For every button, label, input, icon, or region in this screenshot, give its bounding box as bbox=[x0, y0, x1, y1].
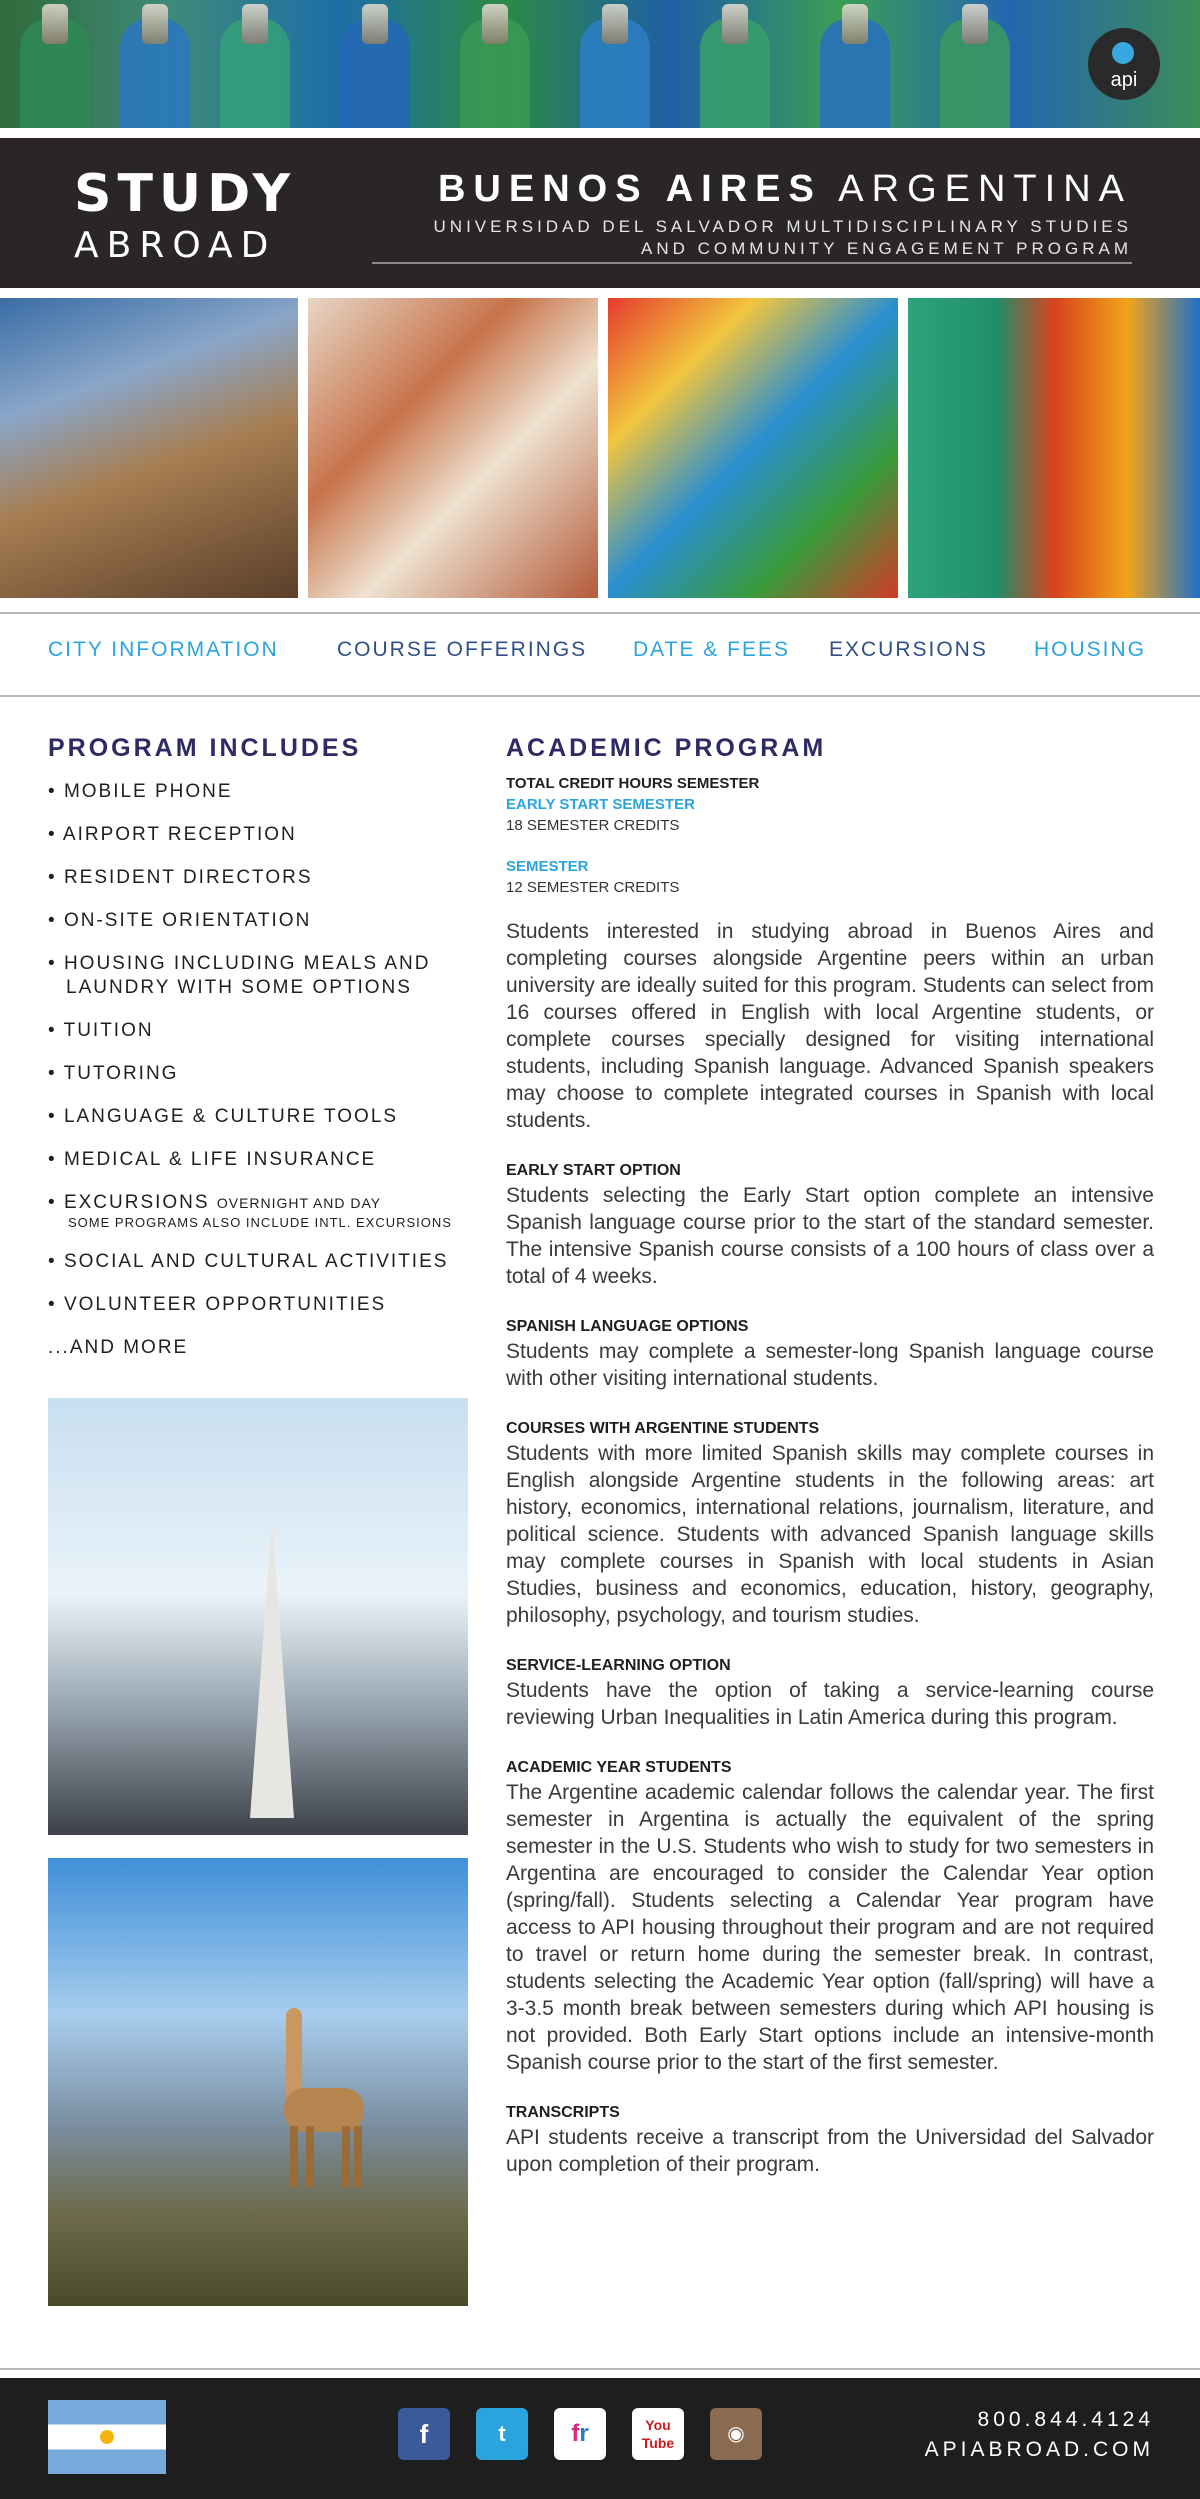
section-text: The Argentine academic calendar follows the calendar year. The first semester in Argentina is actually the equivalent of the spring semester in the U.S. Students who wish to study for two semesters in Argentina are encouraged to consider the Calendar Year option (spring/fall). Students selecting a Calendar Year program have access to API housing throughout their program and are not required to travel or return home during the semester break. In contrast, students selecting the Academic Year option (fall/spring) will have a 3-3.5 month break between semesters during which API housing is not provided. Both Early Start options include an intensive-month Spanish course prior to the start of the first semester. bbox=[506, 1781, 1154, 2074]
section-title: EARLY START OPTION bbox=[506, 1162, 681, 1179]
nav-divider-bottom bbox=[0, 695, 1200, 697]
bottle-image bbox=[940, 18, 1010, 128]
program-includes-list bbox=[48, 780, 478, 1379]
list-item: ...AND MORE bbox=[48, 1337, 189, 1358]
section-title: COURSES WITH ARGENTINE STUDENTS bbox=[506, 1420, 820, 1437]
list-item: • MEDICAL & LIFE INSURANCE bbox=[48, 1149, 377, 1170]
academic-program-heading: ACADEMIC PROGRAM bbox=[506, 734, 827, 762]
intro-paragraph: Students interested in studying abroad in Buenos Aires and completing courses alongside Argentine peers within an urban university are ideally suited for this program. Students can select from 16 courses offered in English with local Argentine students, or complete courses specially designed for visiting international students, including Spanish language. Advanced Spanish speakers may choose to complete integrated courses in Spanish with local students. bbox=[506, 920, 1154, 1132]
bottle-image bbox=[820, 18, 890, 128]
bottle-image bbox=[340, 18, 410, 128]
nav-excursions[interactable]: EXCURSIONS bbox=[829, 638, 988, 661]
semester-label: SEMESTER bbox=[506, 858, 589, 875]
early-start-credits: 18 SEMESTER CREDITS bbox=[506, 817, 680, 834]
instagram-icon[interactable]: ◉ bbox=[710, 2408, 762, 2460]
mate-gourd-photo bbox=[308, 298, 598, 598]
program-includes-heading: PROGRAM INCLUDES bbox=[48, 734, 362, 762]
facebook-icon[interactable]: f bbox=[398, 2408, 450, 2460]
list-item: • VOLUNTEER OPPORTUNITIES bbox=[48, 1294, 387, 1315]
guanaco-figure bbox=[274, 1998, 364, 2198]
academic-program-section bbox=[506, 734, 1154, 2178]
list-item: • TUTORING bbox=[48, 1063, 179, 1084]
phone-number[interactable]: 800.844.4124 bbox=[977, 2408, 1154, 2431]
bottle-image bbox=[220, 18, 290, 128]
nav-date-fees[interactable]: DATE & FEES bbox=[633, 638, 790, 661]
api-logo[interactable] bbox=[1088, 28, 1160, 100]
photo-strip bbox=[0, 298, 1200, 598]
list-item: • AIRPORT RECEPTION bbox=[48, 824, 297, 845]
flickr-icon[interactable]: fr bbox=[554, 2408, 606, 2460]
section-text: API students receive a transcript from the Universidad del Salvador upon completion of their program. bbox=[506, 2126, 1154, 2176]
subtitle-line: AND COMMUNITY ENGAGEMENT PROGRAM bbox=[640, 239, 1132, 258]
program-subtitle bbox=[434, 216, 1132, 260]
semester-credits: 12 SEMESTER CREDITS bbox=[506, 879, 680, 896]
colorful-houses-photo bbox=[908, 298, 1200, 598]
abroad-title: ABROAD bbox=[74, 225, 277, 266]
website-link[interactable]: APIABROAD.COM bbox=[924, 2438, 1154, 2461]
credit-hours-title: TOTAL CREDIT HOURS SEMESTER bbox=[506, 775, 760, 792]
section-text: Students may complete a semester-long Spanish language course with other visiting international students. bbox=[506, 1340, 1154, 1390]
section-text: Students selecting the Early Start option complete an intensive Spanish language course prior to the start of the standard semester. The intensive Spanish course consists of a 100 hours of class over a total of 4 weeks. bbox=[506, 1184, 1154, 1288]
title-band bbox=[0, 138, 1200, 288]
youtube-icon[interactable]: You Tube bbox=[632, 2408, 684, 2460]
program-city-title bbox=[438, 168, 1132, 210]
section-title: TRANSCRIPTS bbox=[506, 2104, 620, 2121]
section-title: SERVICE-LEARNING OPTION bbox=[506, 1657, 731, 1674]
study-title: STUDY bbox=[74, 164, 297, 224]
twitter-icon[interactable]: t bbox=[476, 2408, 528, 2460]
argentina-flag-icon bbox=[48, 2400, 166, 2474]
city-name: BUENOS AIRES bbox=[437, 168, 822, 210]
obelisk-shape bbox=[250, 1518, 294, 1818]
bottle-image bbox=[20, 18, 90, 128]
early-start-label: EARLY START SEMESTER bbox=[506, 796, 695, 813]
bottle-image bbox=[580, 18, 650, 128]
section-title: SPANISH LANGUAGE OPTIONS bbox=[506, 1318, 749, 1335]
guanaco-photo bbox=[48, 1858, 468, 2306]
list-item: • LANGUAGE & CULTURE TOOLS bbox=[48, 1106, 399, 1127]
sun-of-may-icon bbox=[100, 2430, 114, 2444]
nav-housing[interactable]: HOUSING bbox=[1034, 638, 1147, 661]
bottle-image bbox=[460, 18, 530, 128]
nav-divider-top bbox=[0, 612, 1200, 614]
nav-city-information[interactable]: CITY INFORMATION bbox=[48, 638, 279, 661]
architecture-photo bbox=[0, 298, 298, 598]
bottle-image bbox=[120, 18, 190, 128]
list-item: • TUITION bbox=[48, 1020, 154, 1041]
subtitle-line: UNIVERSIDAD DEL SALVADOR MULTIDISCIPLINARY STUDIES bbox=[433, 217, 1132, 236]
bottle-image bbox=[700, 18, 770, 128]
main-nav bbox=[48, 638, 1158, 674]
obelisk-photo bbox=[48, 1398, 468, 1835]
street-art-photo bbox=[608, 298, 898, 598]
list-item: • RESIDENT DIRECTORS bbox=[48, 867, 313, 888]
footer bbox=[0, 2378, 1200, 2499]
section-text: Students have the option of taking a service-learning course reviewing Urban Inequalities in Latin America during this program. bbox=[506, 1679, 1154, 1729]
subtitle-divider bbox=[372, 262, 1132, 264]
list-item: • SOCIAL AND CULTURAL ACTIVITIES bbox=[48, 1251, 449, 1272]
nav-course-offerings[interactable]: COURSE OFFERINGS bbox=[337, 638, 588, 661]
header-banner-image bbox=[0, 0, 1200, 128]
footer-divider bbox=[0, 2368, 1200, 2370]
section-title: ACADEMIC YEAR STUDENTS bbox=[506, 1759, 732, 1776]
list-item: • HOUSING INCLUDING MEALS AND LAUNDRY WITH SOME OPTIONS bbox=[48, 953, 431, 998]
list-item: • ON-SITE ORIENTATION bbox=[48, 910, 312, 931]
logo-dot-icon bbox=[1112, 42, 1134, 64]
list-item: • MOBILE PHONE bbox=[48, 781, 233, 802]
section-text: Students with more limited Spanish skills may complete courses in English alongside Argentine students in the following areas: art history, economics, international relations, journalism, literature, and political science. Students with advanced Spanish language skills may complete courses in Spanish with local students in Asian Studies, business and economics, education, history, geography, philosophy, psychology, and tourism studies. bbox=[506, 1442, 1154, 1627]
country-name: ARGENTINA bbox=[838, 168, 1132, 210]
list-item: • EXCURSIONS OVERNIGHT AND DAY SOME PROGRAMS ALSO INCLUDE INTL. EXCURSIONS bbox=[48, 1192, 452, 1230]
logo-text: api bbox=[1110, 69, 1138, 91]
